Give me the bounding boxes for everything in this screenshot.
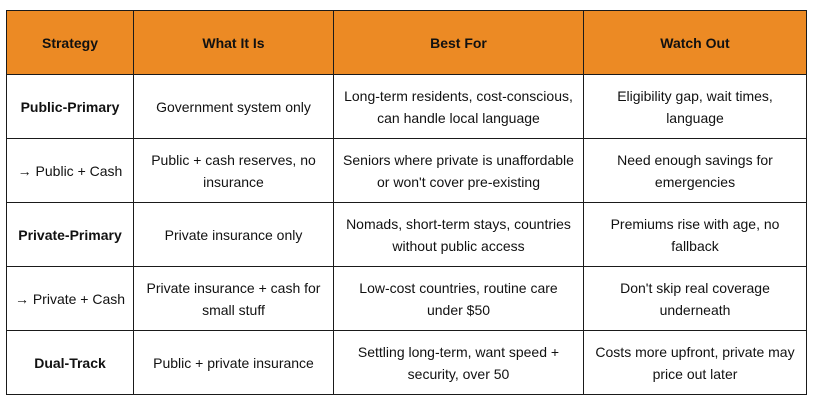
header-what-it-is: What It Is — [134, 11, 334, 75]
strategy-cell: Dual-Track — [7, 331, 134, 395]
watch-out-cell: Costs more upfront, private may price out later — [584, 331, 807, 395]
watch-out-cell: Need enough savings for emergencies — [584, 139, 807, 203]
header-best-for: Best For — [334, 11, 584, 75]
watch-out-cell: Don't skip real coverage underneath — [584, 267, 807, 331]
best-for-cell: Low-cost countries, routine care under $50 — [334, 267, 584, 331]
what-it-is-cell: Public + private insurance — [134, 331, 334, 395]
watch-out-cell: Eligibility gap, wait times, language — [584, 75, 807, 139]
table-body — [7, 75, 807, 395]
best-for-cell: Settling long-term, want speed + security, over 50 — [334, 331, 584, 395]
watch-out-cell: Premiums rise with age, no fallback — [584, 203, 807, 267]
table-row — [7, 75, 807, 139]
best-for-cell: Nomads, short-term stays, countries without public access — [334, 203, 584, 267]
table-row — [7, 203, 807, 267]
strategy-cell: → Public + Cash — [7, 139, 134, 203]
strategy-cell: Private-Primary — [7, 203, 134, 267]
header-strategy: Strategy — [7, 11, 134, 75]
table-row — [7, 267, 807, 331]
best-for-cell: Long-term residents, cost-conscious, can handle local language — [334, 75, 584, 139]
table-row — [7, 139, 807, 203]
table-header — [7, 11, 807, 75]
strategy-comparison-table — [6, 10, 807, 395]
strategy-cell: → Private + Cash — [7, 267, 134, 331]
what-it-is-cell: Private insurance + cash for small stuff — [134, 267, 334, 331]
strategy-cell: Public-Primary — [7, 75, 134, 139]
header-watch-out: Watch Out — [584, 11, 807, 75]
best-for-cell: Seniors where private is unaffordable or won't cover pre-existing — [334, 139, 584, 203]
what-it-is-cell: Government system only — [134, 75, 334, 139]
what-it-is-cell: Public + cash reserves, no insurance — [134, 139, 334, 203]
header-row — [7, 11, 807, 75]
table-row — [7, 331, 807, 395]
what-it-is-cell: Private insurance only — [134, 203, 334, 267]
